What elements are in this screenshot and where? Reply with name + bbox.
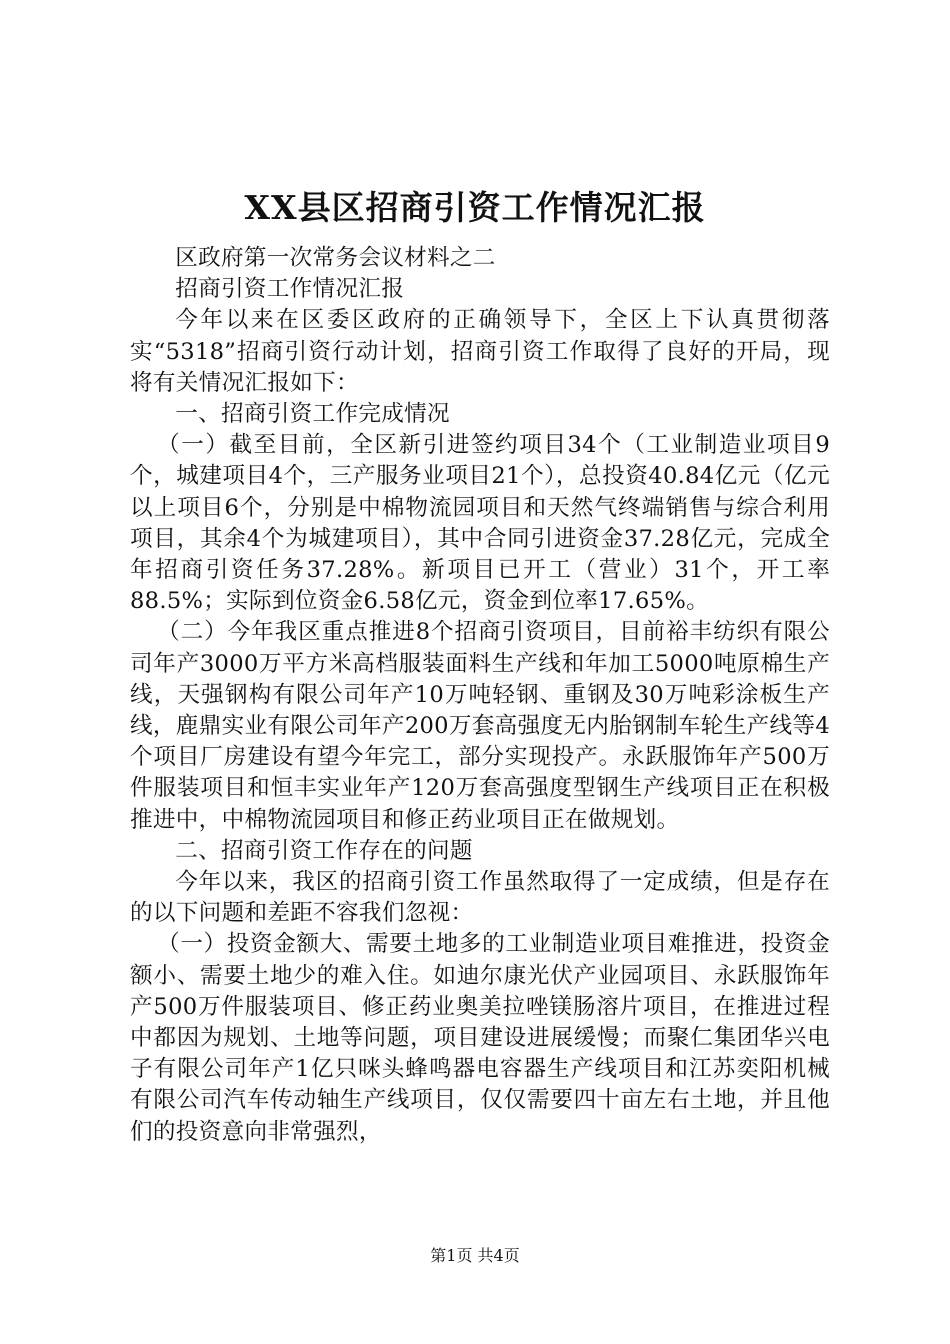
paragraph-intro: 今年以来在区委区政府的正确领导下，全区上下认真贯彻落实“5318”招商引资行动计划，招商引资工作取得了良好的开局，现将有关情况汇报如下： xyxy=(130,307,830,396)
paragraph-problem-1: （一）投资金额大、需要土地多的工业制造业项目难推进，投资金额小、需要土地少的难入住。如迪尔康光伏产业园项目、永跃服饰年产500万件服装项目、修正药业奥美拉唑镁肠溶片项目，在推进过程中都因为规划、土地等问题，项目建设进展缓慢；而聚仁集团华兴电子有限公司年产1亿只咪头蜂鸣器电容器生产线项目和江苏奕阳机械有限公司汽车传动轴生产线项目，仅仅需要四十亩左右土地，并且他们的投资意向非常强烈， xyxy=(130,931,830,1145)
paragraph-subtitle: 招商引资工作情况汇报 xyxy=(175,276,405,303)
section-heading-completion: 一、招商引资工作完成情况 xyxy=(175,401,450,428)
section-heading-problems: 二、招商引资工作存在的问题 xyxy=(175,837,473,864)
page-footer: 第1页 共4页 xyxy=(430,1246,520,1265)
document-title: XX县区招商引资工作情况汇报 xyxy=(244,188,706,227)
paragraph-meeting-material: 区政府第一次常务会议材料之二 xyxy=(175,245,496,271)
paragraph-problems-intro: 今年以来，我区的招商引资工作虽然取得了一定成绩，但是存在的以下问题和差距不容我们忽视： xyxy=(130,869,830,927)
paragraph-item-2: （二）今年我区重点推进8个招商引资项目，目前裕丰纺织有限公司年产3000万平方米高档服装面料生产线和年加工5000吨原棉生产线，天强钢构有限公司年产10万吨轻钢、重钢及30万吨彩涂板生产线，鹿鼎实业有限公司年产200万套高强度无内胎钢制车轮生产线等4个项目厂房建设有望今年完工，部分实现投产。永跃服饰年产500万件服装项目和恒丰实业年产120万套高强度型钢生产线项目正在积极推进中，中棉物流园项目和修正药业项目正在做规划。 xyxy=(130,619,830,833)
document-body xyxy=(130,243,830,1148)
paragraph-item-1: （一）截至目前，全区新引进签约项目34个（工业制造业项目9个，城建项目4个，三产服务业项目21个），总投资40.84亿元（亿元以上项目6个，分别是中棉物流园项目和天然气终端销售与综合利用项目，其余4个为城建项目），其中合同引进资金37.28亿元，完成全年招商引资任务37.28%。新项目已开工（营业）31个，开工率88.5%；实际到位资金6.58亿元，资金到位率17.65%。 xyxy=(130,432,830,615)
